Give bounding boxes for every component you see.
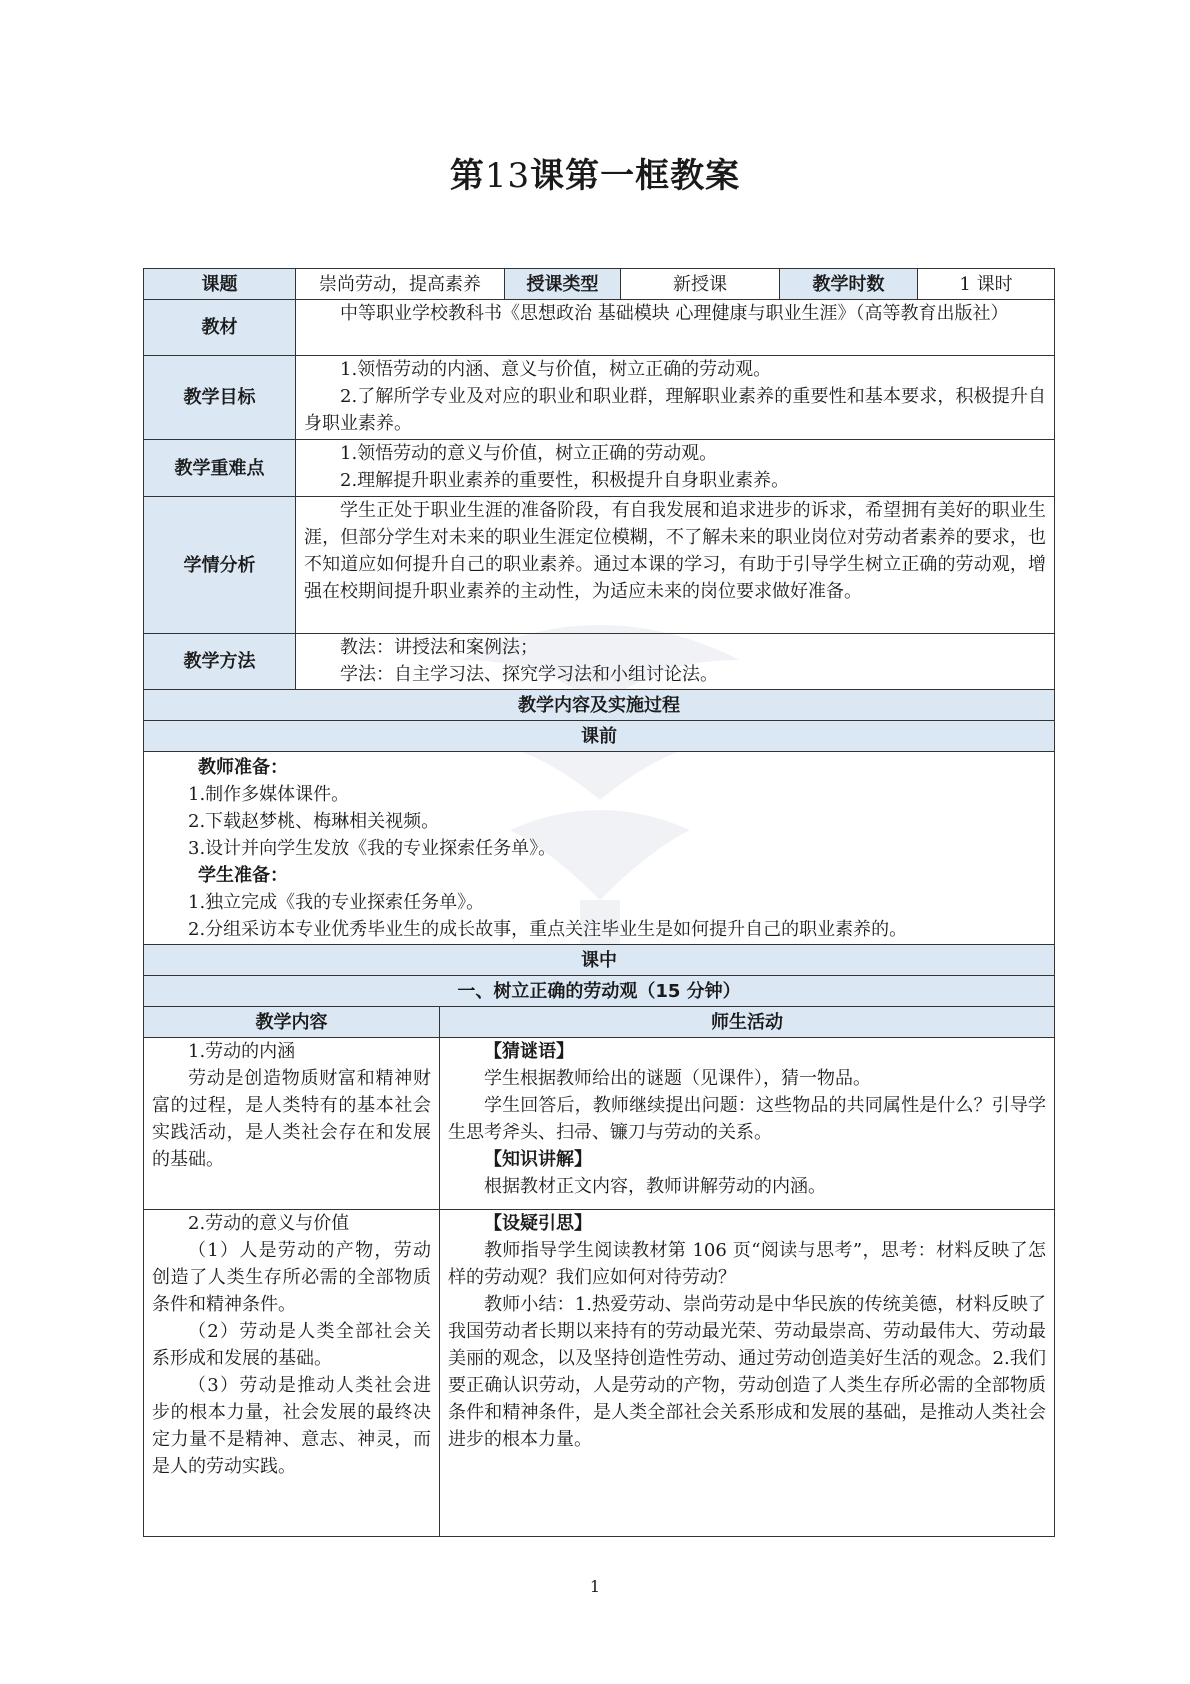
col-activity-header: 师生活动	[440, 1007, 1055, 1038]
activity-tag: 【猜谜语】	[484, 1041, 574, 1062]
type-label: 授课类型	[505, 269, 621, 300]
content-body: 劳动是创造物质财富和精神财富的过程，是人类特有的基本社会实践活动，是人类社会存在和发展的基础。	[152, 1068, 431, 1170]
activity-text: 根据教材正文内容，教师讲解劳动的内涵。	[484, 1176, 826, 1197]
columns-header-row	[144, 1007, 1055, 1038]
key-points-row	[144, 440, 1055, 497]
activity-tag: 【知识讲解】	[484, 1149, 592, 1170]
page-number: 1	[589, 1577, 601, 1596]
method-item: 教法：讲授法和案例法；	[340, 637, 538, 658]
activity-text: 教师小结：1.热爱劳动、崇尚劳动是中华民族的传统美德，材料反映了我国劳动者长期以来持有的劳动最光荣、劳动最崇高、劳动最伟大、劳动最美丽的观念，以及坚持创造性劳动、通过劳动创造美好生活的观念。2.我们要正确认识劳动，人是劳动的产物，劳动创造了人类生存所必需的全部物质条件和精神条件，是人类全部社会关系形成和发展的基础，是推动人类社会进步的根本力量。	[448, 1294, 1046, 1450]
analysis-label: 学情分析	[144, 497, 296, 634]
key-points-label: 教学重难点	[144, 440, 296, 497]
hours-value: 1 课时	[918, 269, 1055, 300]
student-prep-heading: 学生准备：	[198, 865, 288, 886]
analysis-value: 学生正处于职业生涯的准备阶段，有自我发展和追求进步的诉求，希望拥有美好的职业生涯，但部分学生对未来的职业生涯定位模糊，不了解未来的职业岗位对劳动者素养的要求，也不知道应如何提升自己的职业素养。通过本课的学习，有助于引导学生树立正确的劳动观，增强在校期间提升职业素养的主动性，为适应未来的岗位要求做好准备。	[304, 500, 1046, 602]
content-item: （1）人是劳动的产物，劳动创造了人类生存所必需的全部物质条件和精神条件。	[152, 1240, 431, 1315]
content-item: （2）劳动是人类全部社会关系形成和发展的基础。	[152, 1321, 431, 1369]
methods-label: 教学方法	[144, 634, 296, 690]
activity-tag: 【设疑引思】	[484, 1213, 592, 1234]
analysis-row	[144, 497, 1055, 634]
in-class-header: 课中	[144, 945, 1055, 976]
methods-row	[144, 634, 1055, 690]
textbook-label: 教材	[144, 300, 296, 356]
before-class-row	[144, 752, 1055, 945]
goal-item: 2.了解所学专业及对应的职业和职业群，理解职业素养的重要性和基本要求，积极提升自身职业素养。	[304, 386, 1046, 434]
topic-value: 崇尚劳动，提高素养	[296, 269, 505, 300]
activity-text: 教师指导学生阅读教材第 106 页“阅读与思考”，思考：材料反映了怎样的劳动观？我们应如何对待劳动？	[448, 1240, 1046, 1288]
student-prep-item: 2.分组采访本专业优秀毕业生的成长故事，重点关注毕业生是如何提升自己的职业素养的。	[188, 919, 908, 940]
textbook-row	[144, 300, 1055, 356]
content-row-2	[144, 1210, 1055, 1537]
type-value: 新授课	[621, 269, 780, 300]
page-title: 第13课第一框教案	[449, 156, 741, 196]
teacher-prep-item: 3.设计并向学生发放《我的专业探索任务单》。	[188, 838, 557, 859]
content-item: （3）劳动是推动人类社会进步的根本力量，社会发展的最终决定力量不是精神、意志、神灵，而是人的劳动实践。	[152, 1375, 431, 1477]
content-title: 2.劳动的意义与价值	[188, 1213, 350, 1234]
process-header-row	[144, 690, 1055, 721]
method-item: 学法：自主学习法、探究学习法和小组讨论法。	[340, 664, 718, 685]
goal-item: 1.领悟劳动的内涵、意义与价值，树立正确的劳动观。	[340, 359, 772, 380]
content-row-1	[144, 1038, 1055, 1210]
in-class-header-row	[144, 945, 1055, 976]
before-class-header: 课前	[144, 721, 1055, 752]
activity-text: 学生回答后，教师继续提出问题：这些物品的共同属性是什么？引导学生思考斧头、扫帚、镰刀与劳动的关系。	[448, 1095, 1046, 1143]
lesson-plan-table	[143, 268, 1055, 1537]
content-title: 1.劳动的内涵	[188, 1041, 296, 1062]
student-prep-item: 1.独立完成《我的专业探索任务单》。	[188, 892, 485, 913]
before-class-header-row	[144, 721, 1055, 752]
activity-text: 学生根据教师给出的谜题（见课件），猜一物品。	[484, 1068, 871, 1089]
section-title: 一、树立正确的劳动观（15 分钟）	[144, 976, 1055, 1007]
hours-label: 教学时数	[780, 269, 918, 300]
goals-label: 教学目标	[144, 356, 296, 440]
topic-label: 课题	[144, 269, 296, 300]
process-header: 教学内容及实施过程	[144, 690, 1055, 721]
section-title-row	[144, 976, 1055, 1007]
teacher-prep-item: 2.下载赵梦桃、梅琳相关视频。	[188, 811, 440, 832]
goals-row	[144, 356, 1055, 440]
key-point-item: 2.理解提升职业素养的重要性，积极提升自身职业素养。	[340, 470, 790, 491]
key-point-item: 1.领悟劳动的意义与价值，树立正确的劳动观。	[340, 443, 718, 464]
teacher-prep-item: 1.制作多媒体课件。	[188, 784, 350, 805]
info-row	[144, 269, 1055, 300]
col-content-header: 教学内容	[144, 1007, 440, 1038]
teacher-prep-heading: 教师准备：	[198, 757, 288, 778]
textbook-value: 中等职业学校教科书《思想政治 基础模块 心理健康与职业生涯》（高等教育出版社）	[340, 303, 1009, 324]
